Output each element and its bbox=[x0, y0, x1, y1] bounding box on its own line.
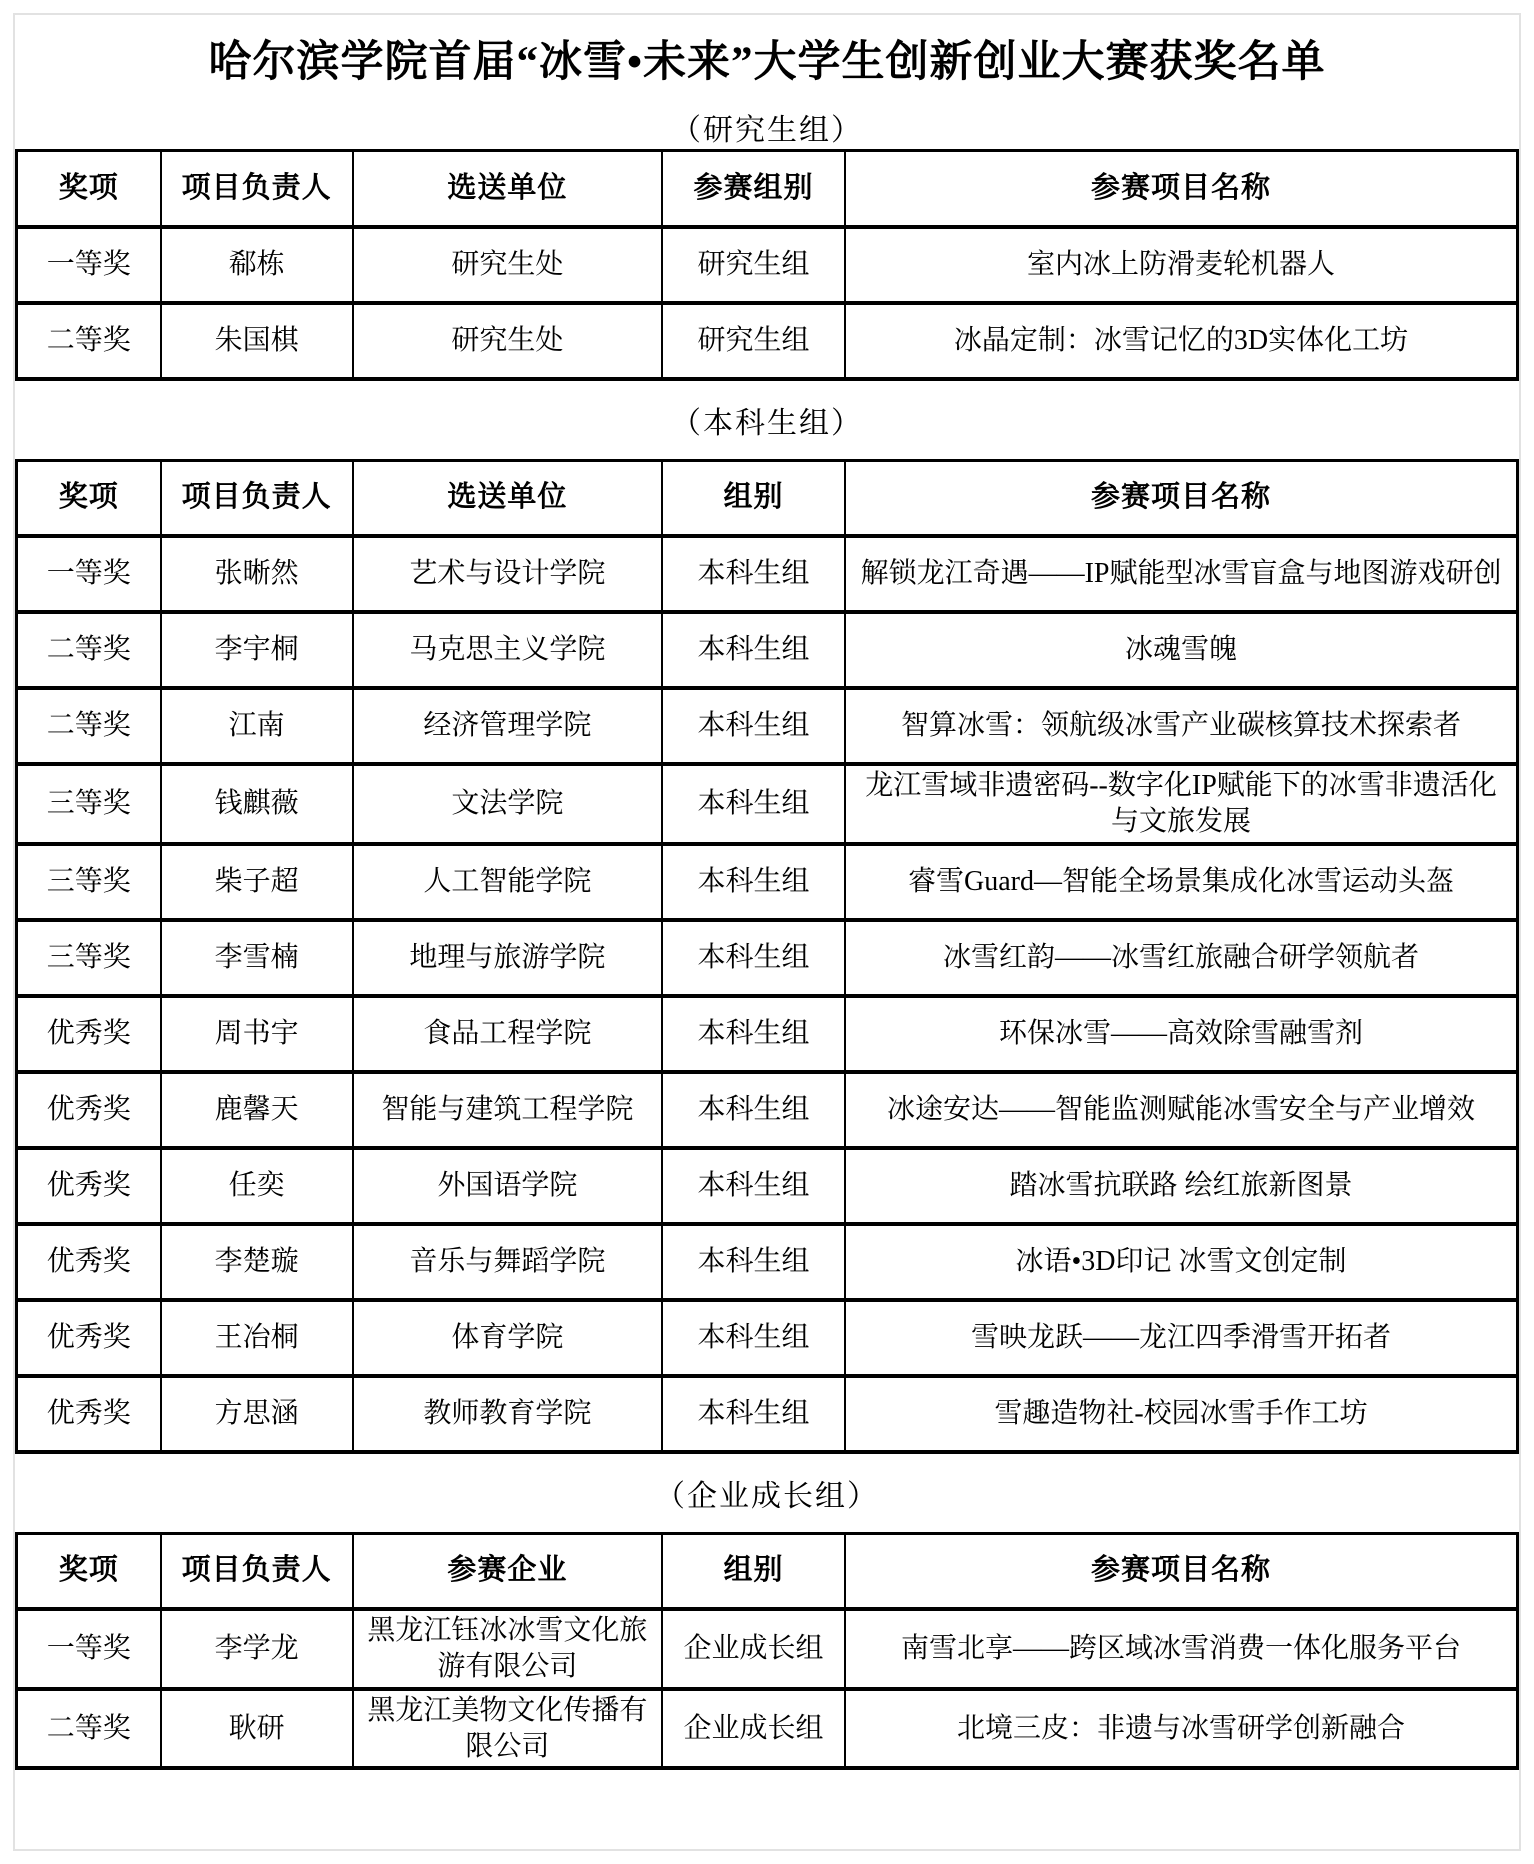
table-cell: 方思涵 bbox=[161, 1376, 353, 1452]
award-table-undergraduate bbox=[15, 459, 1519, 1454]
table-cell: 钱麒薇 bbox=[161, 764, 353, 844]
table-cell: 本科生组 bbox=[662, 536, 845, 612]
table-cell: 优秀奖 bbox=[17, 1148, 161, 1224]
sections-container bbox=[15, 105, 1519, 1770]
award-table-graduate bbox=[15, 149, 1519, 381]
table-cell: 李学龙 bbox=[161, 1609, 353, 1689]
header-row bbox=[17, 151, 1518, 227]
table-row bbox=[17, 996, 1518, 1072]
table-cell: 冰途安达——智能监测赋能冰雪安全与产业增效 bbox=[845, 1072, 1517, 1148]
table-cell: 黑龙江美物文化传播有限公司 bbox=[353, 1689, 662, 1769]
table-cell: 李楚璇 bbox=[161, 1224, 353, 1300]
table-cell: 踏冰雪抗联路 绘红旅新图景 bbox=[845, 1148, 1517, 1224]
table-cell: 研究生组 bbox=[662, 303, 845, 379]
table-cell: 研究生组 bbox=[662, 227, 845, 303]
table-cell: 南雪北享——跨区域冰雪消费一体化服务平台 bbox=[845, 1609, 1517, 1689]
column-header: 组别 bbox=[662, 460, 845, 536]
column-header: 参赛组别 bbox=[662, 151, 845, 227]
table-row bbox=[17, 764, 1518, 844]
column-header: 项目负责人 bbox=[161, 460, 353, 536]
table-cell: 企业成长组 bbox=[662, 1689, 845, 1769]
table-cell: 一等奖 bbox=[17, 536, 161, 612]
table-cell: 王冶桐 bbox=[161, 1300, 353, 1376]
table-cell: 二等奖 bbox=[17, 612, 161, 688]
column-header: 参赛企业 bbox=[353, 1533, 662, 1609]
section-heading-enterprise: （企业成长组） bbox=[655, 1479, 879, 1513]
table-cell: 艺术与设计学院 bbox=[353, 536, 662, 612]
header-row bbox=[17, 1533, 1518, 1609]
column-header: 参赛项目名称 bbox=[845, 151, 1517, 227]
table-row bbox=[17, 1300, 1518, 1376]
table-row bbox=[17, 1148, 1518, 1224]
section-heading-graduate: （研究生组） bbox=[671, 114, 863, 147]
table-cell: 优秀奖 bbox=[17, 1224, 161, 1300]
table-cell: 本科生组 bbox=[662, 920, 845, 996]
table-cell: 优秀奖 bbox=[17, 996, 161, 1072]
document-sheet bbox=[13, 13, 1521, 1851]
column-header: 参赛项目名称 bbox=[845, 1533, 1517, 1609]
award-table-enterprise bbox=[15, 1532, 1519, 1771]
table-cell: 智算冰雪：领航级冰雪产业碳核算技术探索者 bbox=[845, 688, 1517, 764]
section-graduate bbox=[15, 105, 1519, 381]
column-header: 项目负责人 bbox=[161, 151, 353, 227]
table-cell: 李宇桐 bbox=[161, 612, 353, 688]
column-header: 奖项 bbox=[17, 151, 161, 227]
table-cell: 周书宇 bbox=[161, 996, 353, 1072]
table-cell: 三等奖 bbox=[17, 844, 161, 920]
table-cell: 解锁龙江奇遇——IP赋能型冰雪盲盒与地图游戏研创 bbox=[845, 536, 1517, 612]
table-cell: 本科生组 bbox=[662, 1376, 845, 1452]
table-cell: 本科生组 bbox=[662, 996, 845, 1072]
table-cell: 张晰然 bbox=[161, 536, 353, 612]
table-cell: 本科生组 bbox=[662, 1148, 845, 1224]
table-cell: 朱国棋 bbox=[161, 303, 353, 379]
table-cell: 优秀奖 bbox=[17, 1072, 161, 1148]
table-cell: 雪映龙跃——龙江四季滑雪开拓者 bbox=[845, 1300, 1517, 1376]
column-header: 选送单位 bbox=[353, 460, 662, 536]
table-row bbox=[17, 920, 1518, 996]
table-cell: 冰语•3D印记 冰雪文创定制 bbox=[845, 1224, 1517, 1300]
table-cell: 智能与建筑工程学院 bbox=[353, 1072, 662, 1148]
table-row bbox=[17, 612, 1518, 688]
table-row bbox=[17, 1376, 1518, 1452]
table-cell: 柴子超 bbox=[161, 844, 353, 920]
column-header: 奖项 bbox=[17, 460, 161, 536]
table-cell: 任奕 bbox=[161, 1148, 353, 1224]
table-row bbox=[17, 844, 1518, 920]
table-row bbox=[17, 303, 1518, 379]
table-cell: 雪趣造物社-校园冰雪手作工坊 bbox=[845, 1376, 1517, 1452]
table-row bbox=[17, 1224, 1518, 1300]
table-cell: 睿雪Guard—智能全场景集成化冰雪运动头盔 bbox=[845, 844, 1517, 920]
table-cell: 李雪楠 bbox=[161, 920, 353, 996]
table-cell: 本科生组 bbox=[662, 764, 845, 844]
table-cell: 研究生处 bbox=[353, 303, 662, 379]
table-cell: 冰雪红韵——冰雪红旅融合研学领航者 bbox=[845, 920, 1517, 996]
table-cell: 本科生组 bbox=[662, 1300, 845, 1376]
table-cell: 一等奖 bbox=[17, 1609, 161, 1689]
table-cell: 本科生组 bbox=[662, 1072, 845, 1148]
table-row bbox=[17, 1072, 1518, 1148]
table-row bbox=[17, 536, 1518, 612]
table-cell: 本科生组 bbox=[662, 1224, 845, 1300]
table-cell: 文法学院 bbox=[353, 764, 662, 844]
table-row bbox=[17, 227, 1518, 303]
table-cell: 本科生组 bbox=[662, 688, 845, 764]
table-cell: 二等奖 bbox=[17, 688, 161, 764]
header-row bbox=[17, 460, 1518, 536]
table-cell: 本科生组 bbox=[662, 844, 845, 920]
table-cell: 马克思主义学院 bbox=[353, 612, 662, 688]
column-header: 奖项 bbox=[17, 1533, 161, 1609]
table-cell: 郗栋 bbox=[161, 227, 353, 303]
table-cell: 体育学院 bbox=[353, 1300, 662, 1376]
column-header: 项目负责人 bbox=[161, 1533, 353, 1609]
table-cell: 室内冰上防滑麦轮机器人 bbox=[845, 227, 1517, 303]
table-cell: 二等奖 bbox=[17, 1689, 161, 1769]
page-title: 哈尔滨学院首届“冰雪•未来”大学生创新创业大赛获奖名单 bbox=[208, 39, 1326, 86]
table-row bbox=[17, 1609, 1518, 1689]
table-cell: 冰魂雪魄 bbox=[845, 612, 1517, 688]
table-cell: 地理与旅游学院 bbox=[353, 920, 662, 996]
column-header: 选送单位 bbox=[353, 151, 662, 227]
table-cell: 三等奖 bbox=[17, 920, 161, 996]
section-enterprise bbox=[15, 1454, 1519, 1771]
table-row bbox=[17, 688, 1518, 764]
table-row bbox=[17, 1689, 1518, 1769]
table-cell: 外国语学院 bbox=[353, 1148, 662, 1224]
section-undergraduate bbox=[15, 381, 1519, 1454]
column-header: 组别 bbox=[662, 1533, 845, 1609]
table-cell: 二等奖 bbox=[17, 303, 161, 379]
table-cell: 三等奖 bbox=[17, 764, 161, 844]
table-cell: 优秀奖 bbox=[17, 1376, 161, 1452]
table-cell: 江南 bbox=[161, 688, 353, 764]
table-cell: 鹿馨天 bbox=[161, 1072, 353, 1148]
table-cell: 人工智能学院 bbox=[353, 844, 662, 920]
table-cell: 食品工程学院 bbox=[353, 996, 662, 1072]
table-cell: 经济管理学院 bbox=[353, 688, 662, 764]
table-cell: 优秀奖 bbox=[17, 1300, 161, 1376]
table-cell: 耿研 bbox=[161, 1689, 353, 1769]
table-cell: 环保冰雪——高效除雪融雪剂 bbox=[845, 996, 1517, 1072]
table-cell: 教师教育学院 bbox=[353, 1376, 662, 1452]
table-cell: 音乐与舞蹈学院 bbox=[353, 1224, 662, 1300]
table-cell: 企业成长组 bbox=[662, 1609, 845, 1689]
table-cell: 本科生组 bbox=[662, 612, 845, 688]
table-cell: 冰晶定制：冰雪记忆的3D实体化工坊 bbox=[845, 303, 1517, 379]
column-header: 参赛项目名称 bbox=[845, 460, 1517, 536]
table-cell: 北境三皮：非遗与冰雪研学创新融合 bbox=[845, 1689, 1517, 1769]
table-cell: 龙江雪域非遗密码--数字化IP赋能下的冰雪非遗活化与文旅发展 bbox=[845, 764, 1517, 844]
table-cell: 研究生处 bbox=[353, 227, 662, 303]
table-cell: 黑龙江钰冰冰雪文化旅游有限公司 bbox=[353, 1609, 662, 1689]
section-heading-undergraduate: （本科生组） bbox=[671, 406, 863, 440]
table-cell: 一等奖 bbox=[17, 227, 161, 303]
